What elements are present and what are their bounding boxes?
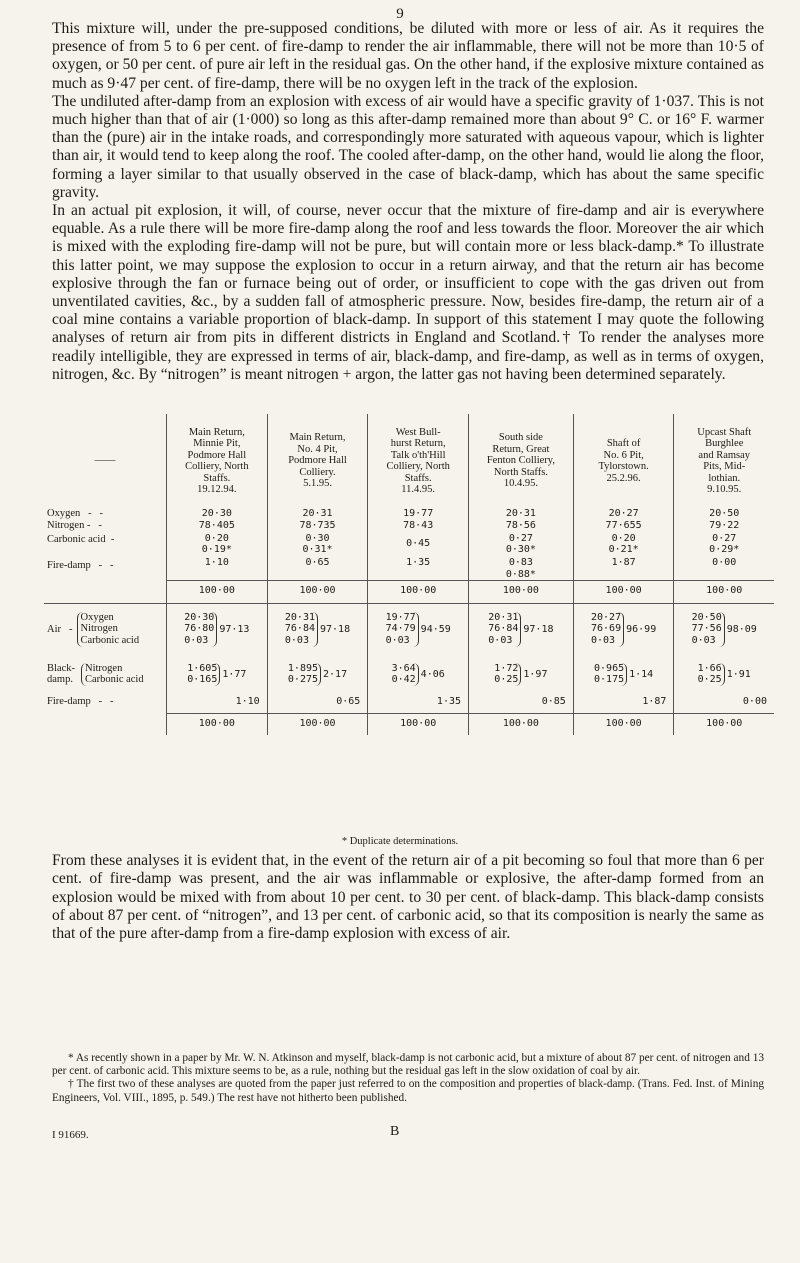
black-damp-column-6: 1·66 0·25 1·91 (674, 653, 774, 686)
column-header-5 (573, 414, 674, 508)
row-label-fire-damp-2: Fire-damp - - (47, 695, 114, 707)
column-header-line: 10.4.95. (503, 478, 538, 490)
fire-damp-2-column-2: 0·65 (267, 686, 368, 714)
total-1-column-6: 100·00 (674, 581, 774, 604)
section-1-column-5: 20·27 77·655 0·20 0·21* 1·87 (573, 508, 674, 581)
column-header-line: Return, Great (492, 443, 550, 455)
column-header-2 (267, 414, 368, 508)
column-header-line: 9.10.95. (707, 484, 742, 495)
duplicate-note: * Duplicate determinations. (341, 836, 459, 847)
blank-label-2 (44, 713, 167, 735)
section-1-column-3: 19·77 78·43 0·45 1·35 (368, 508, 469, 581)
air-column-4: 20·31 76·84 0·03 97·18 (469, 603, 574, 652)
footnotes (52, 1052, 764, 1105)
column-header-line: Burghlee (705, 438, 744, 449)
column-header-line: Staffs. (203, 472, 231, 484)
air-column-5: 20·27 76·69 0·03 96·99 (573, 603, 674, 652)
total-2-column-4: 100·00 (469, 713, 574, 735)
column-header-1 (167, 414, 268, 508)
column-header-4 (469, 414, 574, 508)
column-header-3 (368, 414, 469, 508)
row-labels-black-damp: Black- damp. Nitrogen Carbonic acid (47, 662, 144, 686)
total-2-column-6: 100·00 (674, 713, 774, 735)
black-damp-column-1: 1·605 0·165 1·77 (167, 653, 268, 686)
column-header-6 (674, 414, 774, 508)
column-header-line: lothian. (708, 472, 741, 484)
column-header-line: No. 4 Pit, (297, 443, 338, 455)
stub-header: —— (94, 455, 116, 467)
fire-damp-2-column-5: 1·87 (573, 686, 674, 714)
column-header-line: Podmore Hall (187, 449, 247, 461)
blank-label (44, 581, 167, 604)
section-1-column-1: 20·30 78·405 0·20 0·19* 1·10 (167, 508, 268, 581)
footnote-2: † The first two of these analyses are quoted from the paper just referred to on the composition and properties of black-damp. (Trans. Fed. Inst. of Mining Engineers, Vol. VIII., 1895, p. 549.) The rest have not hitherto been published. (52, 1078, 764, 1104)
column-header-line: Colliery. (299, 466, 336, 478)
paragraph-2: The undiluted after-damp from an explosion with excess of air would have a specific gravity of 1·037. This is not much higher than that of air (1·000) so long as this after-damp remained more than about 9° C. or 16° F. warmer than the (pure) air in the intake roads, and correspondingly more saturated with aqueous vapour, which is lighter than air, it would tend to keep along the roof. The cooled after-damp, on the other hand, would lie along the floor, forming a layer similar to that usually observed in the case of black-damp, which has about the same specific gravity. (52, 92, 764, 201)
section-1-column-6: 20·50 79·22 0·27 0·29* 0·00 (674, 508, 774, 581)
fire-damp-2-column-6: 0·00 (674, 686, 774, 714)
total-1-column-3: 100·00 (368, 581, 469, 604)
column-header-line: 25.2.96. (606, 472, 641, 484)
black-damp-column-5: 0·965 0·175 1·14 (573, 653, 674, 686)
column-header-line: No. 6 Pit, (603, 449, 644, 461)
signature-mark: B (390, 1124, 400, 1139)
paragraph-1: This mixture will, under the pre-supposed conditions, be diluted with more or less of air. As it requires the presence of from 5 to 6 per cent. of fire-damp to render the air inflammable, there will not be more than 10·5 of oxygen, or 50 per cent. of pure air left in the residual gas. On the other hand, if the explosive mixture contained as much as 9·47 per cent. of fire-damp, there will be no oxygen left in the track of the explosion. (52, 20, 764, 92)
air-column-3: 19·77 74·79 0·03 94·59 (368, 603, 469, 652)
column-header-line: 19.12.94. (197, 484, 237, 495)
column-header-line: Upcast Shaft (697, 426, 752, 438)
total-2-column-1: 100·00 (167, 713, 268, 735)
column-header-line: North Staffs. (493, 466, 548, 478)
column-header-line: Colliery, North (185, 461, 249, 472)
page-number: 9 (396, 6, 404, 22)
total-1-column-1: 100·00 (167, 581, 268, 604)
total-1-column-2: 100·00 (267, 581, 368, 604)
column-header-line: Main Return, (188, 426, 245, 438)
column-header-line: Tylorstown. (598, 461, 649, 472)
footnote-1: * As recently shown in a paper by Mr. W. N. Atkinson and myself, black-damp is not carbonic acid, but a mixture of about 87 per cent. of nitrogen and 13 per cent. of carbonic acid. This mixture seems to be, as a rule, nothing but the residual gas left in the slow oxidation of coal by air. (52, 1052, 764, 1078)
black-damp-column-2: 1·895 0·275 2·17 (267, 653, 368, 686)
total-2-column-3: 100·00 (368, 713, 469, 735)
row-labels-section-1: Oxygen - - Nitrogen - - Carbonic acid - Fire-damp - - (47, 508, 115, 571)
column-header-line: and Ramsay (698, 449, 751, 461)
total-1-column-4: 100·00 (469, 581, 574, 604)
section-1-column-2: 20·31 78·735 0·30 0·31* 0·65 (267, 508, 368, 581)
column-header-line: Talk o'th'Hill (390, 449, 446, 461)
column-header-line: West Bull- (395, 426, 441, 438)
column-header-line: Podmore Hall (288, 455, 347, 467)
fire-damp-2-column-4: 0·85 (469, 686, 574, 714)
fire-damp-2-column-1: 1·10 (167, 686, 268, 714)
column-header-line: Shaft of (606, 438, 641, 449)
paragraph-3: In an actual pit explosion, it will, of course, never occur that the mixture of fire-damp and air is everywhere equable. As a rule there will be more fire-damp along the roof and less towards the floor. Moreover the air which is mixed with the exploding fire-damp will not be pure, but will contain more or less black-damp.* To illustrate this latter point, we may suppose the explosion to occur in a return airway, and that the return air has become explosive through the fan or furnace being out of order, or insufficient to cope with the gas driven out from unventilated cavities, &c., by a sudden fall of atmospheric pressure. Now, besides fire-damp, the return air of a coal mine contains a variable proportion of black-damp. In support of this statement I may quote the following analyses of return air from pits in different districts in England and Scotland.† To render the analyses more readily intelligible, they are expressed in terms of air, black-damp, and fire-damp, as well as in terms of oxygen, nitrogen, &c. By “nitrogen” is meant nitrogen + argon, the latter gas not having been determined separately. (52, 202, 764, 383)
printer-mark: I 91669. (52, 1129, 89, 1141)
air-column-1: 20·30 76·80 0·03 97·13 (167, 603, 268, 652)
total-2-column-2: 100·00 (267, 713, 368, 735)
column-header-line: Staffs. (404, 472, 432, 484)
air-column-2: 20·31 76·84 0·03 97·18 (267, 603, 368, 652)
column-header-line: Colliery, North (386, 461, 450, 472)
analyses-table (44, 414, 774, 735)
air-column-6: 20·50 77·56 0·03 98·09 (674, 603, 774, 652)
fire-damp-2-column-3: 1·35 (368, 686, 469, 714)
section-1-column-4: 20·31 78·56 0·27 0·30* 0·83 0·88* (469, 508, 574, 581)
column-header-line: South side (498, 432, 543, 444)
black-damp-column-3: 3·64 0·42 4·06 (368, 653, 469, 686)
column-header-line: 5.1.95. (303, 478, 332, 490)
black-damp-column-4: 1·72 0·25 1·97 (469, 653, 574, 686)
column-header-line: Fenton Colliery, (486, 455, 555, 467)
column-header-line: 11.4.95. (401, 484, 436, 495)
column-header-line: Main Return, (289, 432, 346, 444)
column-header-line: Minnie Pit, (193, 438, 241, 449)
body-text (52, 20, 764, 384)
total-1-column-5: 100·00 (573, 581, 674, 604)
total-2-column-5: 100·00 (573, 713, 674, 735)
row-labels-air: Air - Oxygen Nitrogen Carbonic acid (44, 603, 167, 652)
column-header-line: Pits, Mid- (703, 461, 746, 472)
paragraph-after-table: From these analyses it is evident that, in the event of the return air of a pit becoming so foul that more than 6 per cent. of fire-damp was present, and the air was inflammable or explosive, the after-damp formed from an explosion would be mixed with from about 10 per cent. to 30 per cent. of black-damp. This black-damp consists of about 87 per cent. of “nitrogen”, and 13 per cent. of carbonic acid, so that its composition is nearly the same as that of the pure after-damp from a fire-damp explosion with excess of air. (52, 852, 764, 943)
column-header-line: hurst Return, (390, 438, 446, 449)
